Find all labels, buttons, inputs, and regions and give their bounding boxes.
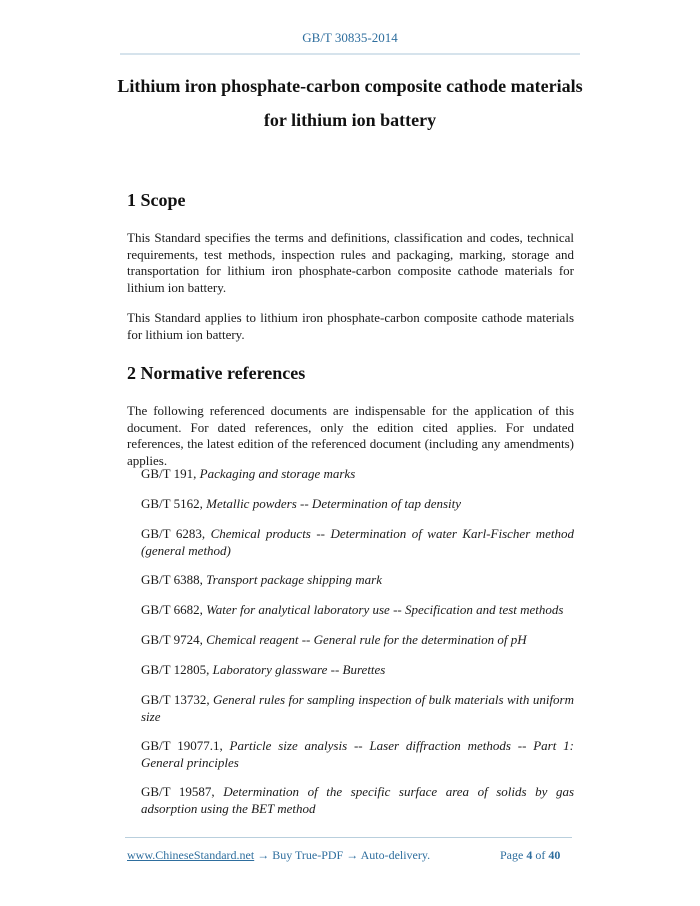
section-heading-normative-references: 2 Normative references	[127, 363, 306, 383]
scope-paragraph-2: This Standard applies to lithium iron phosphate-carbon composite cathode materials for lithium ion battery.	[127, 310, 574, 342]
footer-promo	[127, 848, 430, 863]
page-header: GB/T 30835-2014	[302, 30, 398, 45]
reference-item: GB/T 13732, General rules for sampling inspection of bulk materials with uniform size	[141, 692, 574, 724]
reference-item: GB/T 9724, Chemical reagent -- General rule for the determination of pH	[141, 632, 527, 647]
reference-item: GB/T 191, Packaging and storage marks	[141, 466, 356, 481]
promo-text: → Buy True-PDF → Auto-delivery.	[254, 848, 431, 862]
reference-item: GB/T 19587, Determination of the specific surface area of solids by gas adsorption using the BET method	[141, 784, 574, 816]
reference-item: GB/T 6682, Water for analytical laboratory use -- Specification and test methods	[141, 602, 564, 617]
reference-item: GB/T 19077.1, Particle size analysis -- Laser diffraction methods -- Part 1: General principles	[141, 738, 574, 770]
normative-references-intro: The following referenced documents are indispensable for the application of this document. For dated references, only the edition cited applies. For undated references, the latest edition of the referenced document (including any amendments) applies.	[127, 403, 574, 468]
total-pages: 40	[548, 848, 561, 862]
document-title-line-2: for lithium ion battery	[263, 110, 437, 130]
section-heading-scope: 1 Scope	[127, 190, 186, 210]
reference-item: GB/T 6388, Transport package shipping mark	[141, 572, 383, 587]
scope-paragraph-1: This Standard specifies the terms and definitions, classification and codes, technical requirements, test methods, inspection rules and packaging, marking, storage and transportation for lithium iron phosphate-carbon composite cathode materials for lithium ion battery.	[127, 230, 574, 295]
current-page: 4	[526, 848, 533, 862]
reference-item: GB/T 6283, Chemical products -- Determination of water Karl-Fischer method (general method)	[141, 526, 574, 558]
footer-divider	[125, 837, 572, 838]
header-divider	[120, 53, 580, 55]
document-title-line-1: Lithium iron phosphate-carbon composite cathode materials	[117, 76, 583, 96]
reference-item: GB/T 12805, Laboratory glassware -- Burettes	[141, 662, 386, 677]
website-link[interactable]: www.ChineseStandard.net	[127, 848, 255, 862]
reference-item: GB/T 5162, Metallic powders -- Determination of tap density	[141, 496, 462, 511]
page-number: Page 4 of 40	[500, 848, 561, 862]
